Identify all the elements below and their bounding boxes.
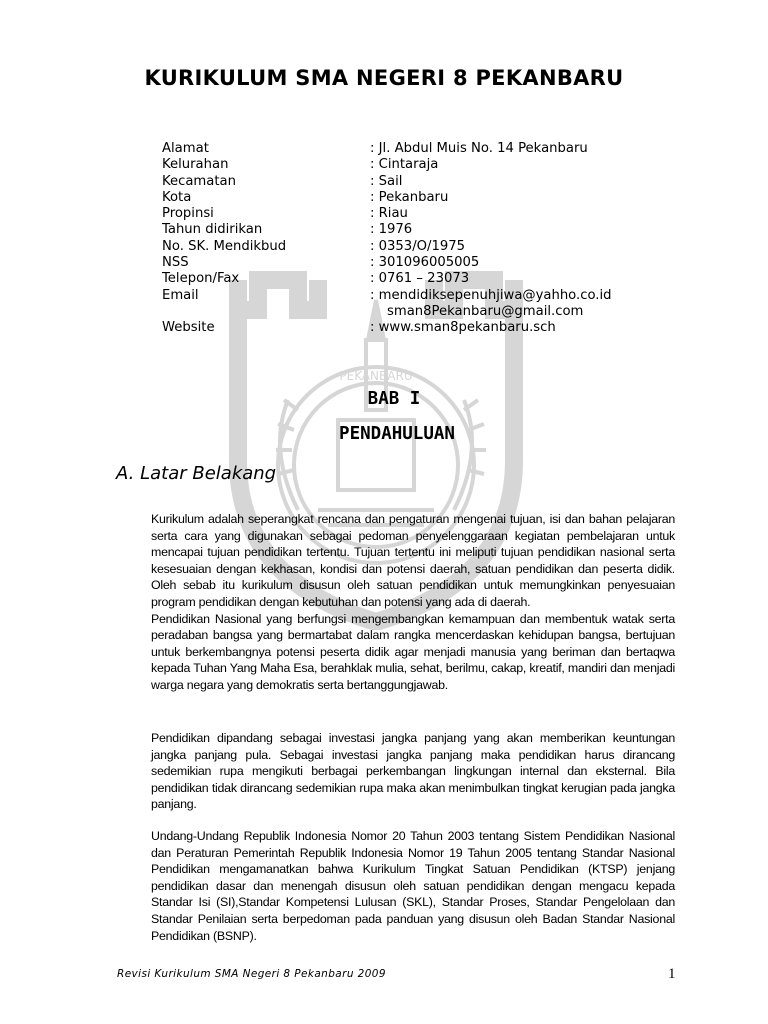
info-value: : Riau [370,206,408,222]
info-value: : Jl. Abdul Muis No. 14 Pekanbaru [370,141,588,156]
info-row-alamat [162,141,612,157]
info-row-tahun-didirikan [162,222,612,238]
info-row-website [162,320,612,336]
info-row-kelurahan [162,157,612,173]
email-secondary: sman8Pekanbaru@gmail.com [387,303,584,319]
info-row-nss [162,255,612,271]
info-label: Email [162,287,199,303]
paragraph: Pendidikan Nasional yang berfungsi mengembangkan kemampuan dan membentuk watak serta peradaban bangsa yang bermartabat dalam rangka mencerdaskan kehidupan bangsa, bertujuan untuk berkembangnya potensi peserta didik agar menjadi manusia yang beriman dan bertaqwa kepada Tuhan Yang Maha Esa, berahklak mulia, sehat, berilmu, cakap, kreatif, mandiri dan menjadi warga negara yang demokratis serta bertanggungjawab. [151,611,675,692]
info-label: Propinsi [162,206,214,222]
info-value: : Cintaraja [370,157,439,173]
website-value: : www.sman8pekanbaru.sch [370,320,556,336]
paragraph: Kurikulum adalah seperangkat rencana dan pengaturan mengenai tujuan, isi dan bahan pelajaran serta cara yang digunakan sebagai pedoman penyelenggaraan kegiatan pembelajaran untuk mencapai tujuan pendidikan tertentu. Tujuan tertentu ini meliputi tujuan pendidikan nasional serta kesesuaian dengan kekhasan, kondisi dan potensi daerah, satuan pendidikan dan peserta didik. Oleh sebab itu kurikulum disusun oleh satuan pendidikan untuk memungkinkan penyesuaian program pendidikan dengan kebutuhan dan potensi yang ada di daerah. [151,512,675,609]
page-number: 1 [668,966,676,982]
info-label: Telepon/Fax [162,271,240,287]
document-title: KURIKULUM SMA NEGERI 8 PEKANBARU [144,66,624,90]
info-value: : 301096005005 [370,255,480,271]
watermark-text: PEKANBARU [339,369,413,383]
page-footer: Revisi Kurikulum SMA Negeri 8 Pekanbaru 2009 [117,968,386,980]
info-label: Alamat [162,141,209,156]
info-row-propinsi [162,206,612,222]
info-label: NSS [162,255,189,271]
chapter-number: BAB I [367,389,421,409]
info-label: No. SK. Mendikbud [162,238,287,254]
paragraph-block-1 [151,511,675,694]
info-value: : 0761 – 23073 [370,271,470,287]
paragraph: Undang-Undang Republik Indonesia Nomor 20 Tahun 2003 tentang Sistem Pendidikan Nasional dan Peraturan Pemerintah Republik Indonesia Nomor 19 Tahun 2005 tentang Standar Nasional Pendidikan mengamanatkan bahwa Kurikulum Tingkat Satuan Pendidikan (KTSP) jenjang pendidikan dasar dan menengah disusun oleh satuan pendidikan dengan mengacu kepada Standar Isi (SI),Standar Kompetensi Lulusan (SKL), Standar Proses, Standar Pengelolaan dan Standar Penilaian serta berpedoman pada panduan yang disusun oleh Badan Standar Nasional Pendidikan (BSNP). [151,829,675,943]
info-row-sk-mendikbud [162,239,612,255]
info-label: Website [162,320,215,336]
info-value: : Sail [370,173,403,189]
info-row-kecamatan [162,174,612,190]
info-value: : 0353/O/1975 [370,238,466,254]
section-heading: A. Latar Belakang [116,463,277,484]
info-label: Kelurahan [162,157,229,173]
info-value: : Pekanbaru [370,189,449,205]
info-label: Kecamatan [162,173,236,189]
school-info-table [162,141,612,337]
email-primary: : mendidiksepenuhjiwa@yahho.co.id [370,287,612,303]
email-value [370,288,612,321]
info-row-kota [162,190,612,206]
paragraph-block-3 [151,828,675,944]
info-label: Tahun didirikan [162,222,263,238]
info-row-telepon [162,271,612,287]
info-label: Kota [162,189,192,205]
info-value: : 1976 [370,222,413,238]
paragraph-block-2 [151,730,675,813]
chapter-title: PENDAHULUAN [339,424,455,444]
paragraph: Pendidikan dipandang sebagai investasi jangka panjang yang akan memberikan keuntungan jangka panjang pula. Sebagai investasi jangka panjang maka pendidikan harus dirancang sedemikian rupa mengikuti berbagai perkembangan lingkungan internal dan eksternal. Bila pendidikan tidak dirancang sedemikian rupa maka akan menimbulkan tingkat kerugian pada jangka panjang. [151,731,675,812]
info-row-email [162,288,612,321]
